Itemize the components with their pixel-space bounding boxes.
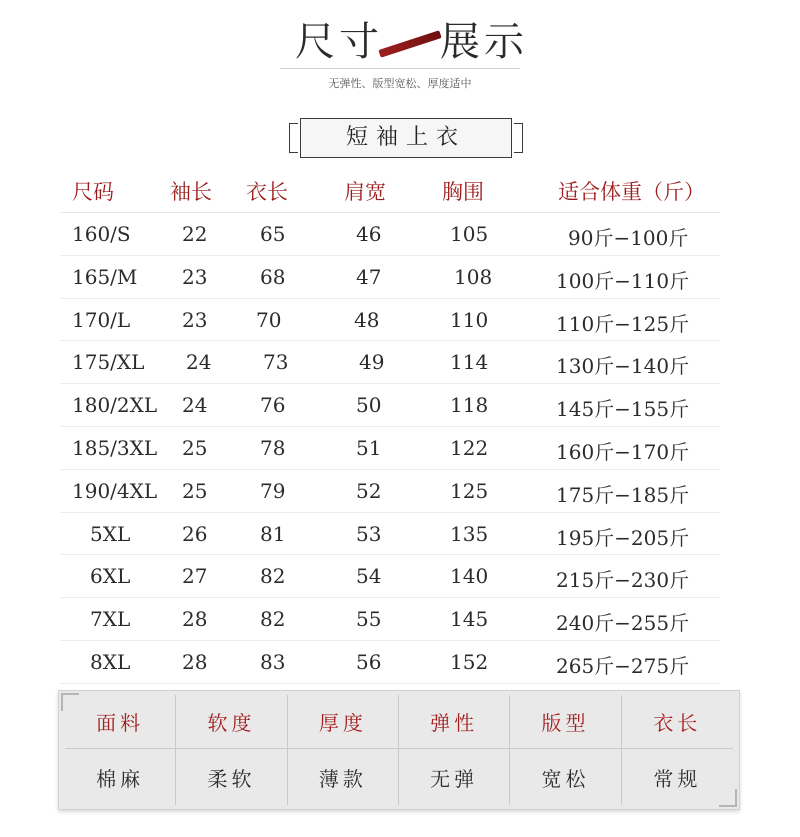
cell-chest: 110: [450, 307, 489, 332]
cell-weight: 90斤−100斤: [568, 226, 689, 250]
subtitle-divider: [280, 68, 520, 69]
header-fit-weight: 适合体重（斤）: [558, 180, 705, 204]
cell-chest: 125: [450, 478, 489, 503]
cell-length: 68: [260, 264, 286, 289]
cell-shoulder: 55: [356, 607, 382, 632]
cell-shoulder: 50: [356, 393, 382, 418]
fabric-header-softness: 软度: [176, 695, 287, 749]
table-row: [60, 513, 720, 556]
cell-weight: 265斤−275斤: [556, 653, 690, 678]
page-header: [0, 12, 800, 72]
fabric-header-fit: 版型: [510, 695, 621, 749]
cell-weight: 175斤−185斤: [556, 482, 690, 507]
cell-sleeve: 25: [182, 478, 208, 503]
cell-sleeve: 24: [186, 350, 212, 375]
cell-chest: 108: [454, 264, 493, 289]
size-table: [60, 172, 720, 684]
table-row: [60, 641, 720, 684]
section-label: 短袖上衣: [300, 118, 512, 158]
cell-length: 65: [260, 222, 286, 246]
cell-sleeve: 24: [182, 393, 208, 418]
cell-chest: 114: [450, 350, 489, 375]
fabric-header-elasticity: 弹性: [399, 695, 510, 749]
cell-sleeve: 28: [182, 649, 208, 674]
table-row: [60, 256, 720, 299]
cell-size: 5XL: [90, 521, 131, 546]
cell-chest: 122: [450, 435, 489, 460]
cell-shoulder: 47: [356, 264, 382, 289]
page-title-left: 尺寸: [295, 19, 383, 65]
cell-weight: 215斤−230斤: [556, 568, 690, 593]
cell-weight: 160斤−170斤: [556, 439, 690, 464]
cell-shoulder: 53: [356, 521, 382, 546]
cell-size: 7XL: [90, 607, 131, 632]
cell-shoulder: 46: [356, 222, 382, 246]
table-row: [60, 598, 720, 641]
table-row: [60, 213, 720, 256]
size-table-header: [60, 172, 720, 213]
cell-length: 81: [260, 521, 286, 546]
cell-size: 160/S: [72, 222, 131, 246]
cell-size: 180/2XL: [72, 393, 158, 418]
fabric-value-elasticity: 无弹: [399, 749, 510, 805]
brush-stroke-decoration: [378, 30, 441, 57]
cell-weight: 130斤−140斤: [556, 354, 690, 379]
cell-size: 185/3XL: [72, 435, 158, 460]
table-row: [60, 427, 720, 470]
fabric-header-material: 面料: [65, 695, 176, 749]
fabric-info-table: [58, 690, 740, 810]
cell-weight: 240斤−255斤: [556, 611, 690, 636]
fabric-header-thickness: 厚度: [288, 695, 399, 749]
table-row: [60, 470, 720, 513]
cell-size: 8XL: [90, 649, 131, 674]
cell-chest: 140: [450, 564, 489, 589]
cell-sleeve: 28: [182, 607, 208, 632]
cell-size: 190/4XL: [72, 478, 158, 503]
fabric-header-length: 衣长: [622, 695, 733, 749]
cell-chest: 145: [450, 607, 489, 632]
cell-chest: 152: [450, 649, 489, 674]
page-subtitle: 无弹性、版型宽松、厚度适中: [328, 77, 472, 90]
cell-weight: 195斤−205斤: [556, 525, 690, 550]
fabric-grid: [65, 695, 733, 805]
cell-sleeve: 23: [182, 264, 208, 289]
cell-chest: 118: [450, 393, 489, 418]
cell-size: 165/M: [72, 264, 138, 289]
cell-shoulder: 49: [359, 350, 385, 375]
header-sleeve-length: 袖长: [170, 180, 212, 204]
cell-length: 79: [260, 478, 286, 503]
cell-length: 73: [263, 350, 289, 375]
table-row: [60, 555, 720, 598]
cell-shoulder: 52: [356, 478, 382, 503]
cell-length: 83: [260, 649, 286, 674]
cell-size: 6XL: [90, 564, 131, 589]
cell-shoulder: 51: [356, 435, 382, 460]
cell-sleeve: 26: [182, 521, 208, 546]
cell-length: 78: [260, 435, 286, 460]
page-title-right: 展示: [440, 19, 528, 65]
cell-chest: 105: [450, 222, 489, 246]
fabric-value-thickness: 薄款: [288, 749, 399, 805]
fabric-value-softness: 柔软: [176, 749, 287, 805]
cell-length: 82: [260, 564, 286, 589]
table-row: [60, 341, 720, 384]
cell-shoulder: 54: [356, 564, 382, 589]
header-body-length: 衣长: [246, 180, 288, 204]
cell-size: 175/XL: [72, 350, 145, 375]
header-size: 尺码: [72, 180, 114, 204]
header-shoulder-width: 肩宽: [344, 180, 386, 204]
fabric-value-length: 常规: [653, 766, 702, 791]
fabric-value-material: 棉麻: [65, 749, 176, 805]
cell-weight: 145斤−155斤: [556, 397, 690, 422]
table-row: [60, 384, 720, 427]
cell-weight: 110斤−125斤: [556, 311, 690, 336]
cell-size: 170/L: [72, 307, 131, 332]
header-chest: 胸围: [442, 180, 484, 204]
fabric-value-fit: 宽松: [510, 749, 621, 805]
cell-shoulder: 48: [354, 307, 380, 332]
cell-sleeve: 25: [182, 435, 208, 460]
cell-sleeve: 27: [182, 564, 208, 589]
cell-sleeve: 22: [182, 222, 208, 246]
cell-shoulder: 56: [356, 649, 382, 674]
cell-length: 70: [256, 307, 282, 332]
cell-length: 76: [260, 393, 286, 418]
cell-sleeve: 23: [182, 307, 208, 332]
cell-weight: 100斤−110斤: [556, 268, 690, 293]
cell-chest: 135: [450, 521, 489, 546]
cell-length: 82: [260, 607, 286, 632]
table-row: [60, 299, 720, 342]
